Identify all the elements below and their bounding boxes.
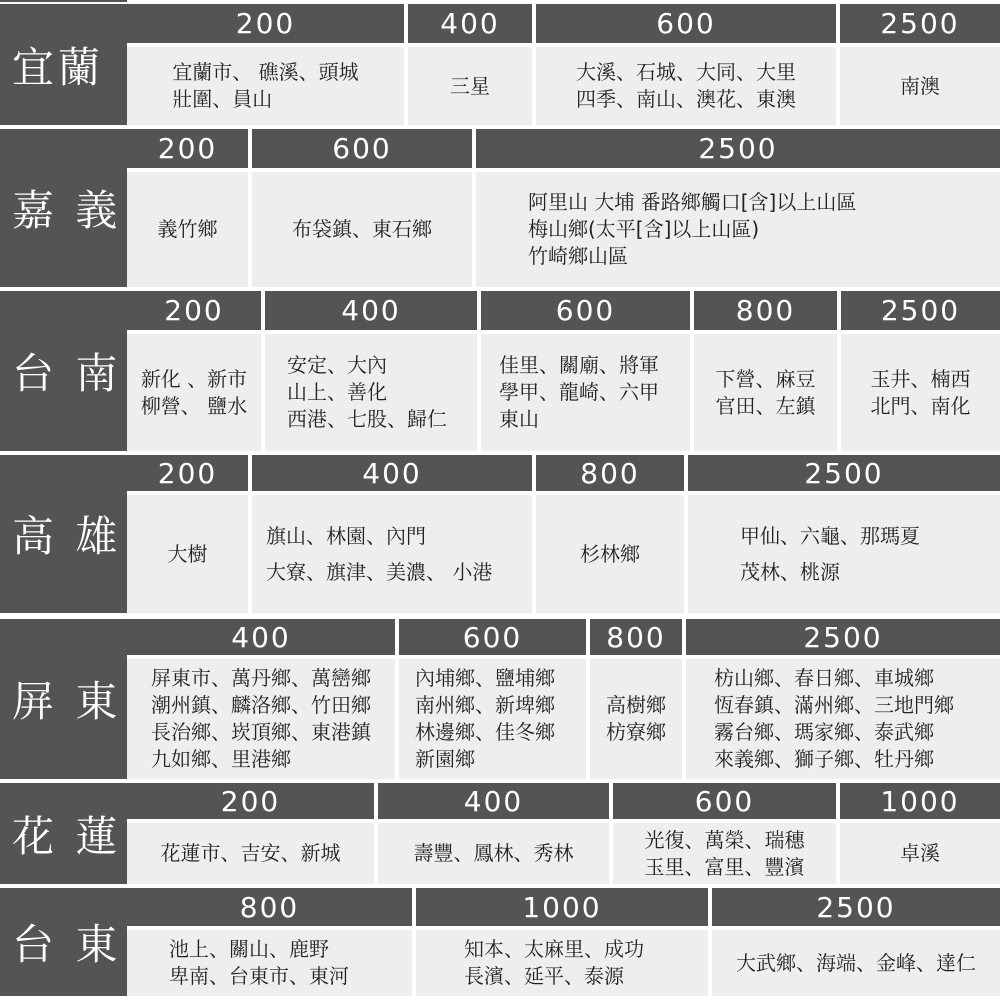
district-list: 知本、太麻里、成功 長濱、延平、泰源 <box>464 937 644 988</box>
district-cell <box>688 495 1000 613</box>
region-row <box>0 4 1000 125</box>
fee-header: 400 <box>265 291 477 330</box>
district-list: 屏東市、萬丹鄉、萬巒鄉 潮州鎮、麟洛鄉、竹田鄉 長治鄉、崁頂鄉、東港鎮 九如鄉、里港鄉 <box>151 666 371 771</box>
region-row <box>0 291 1000 451</box>
fee-header: 800 <box>127 888 412 926</box>
district-cell <box>840 47 1000 125</box>
fee-header: 200 <box>127 783 374 819</box>
district-cell <box>127 172 248 287</box>
fee-header: 2500 <box>841 291 1000 330</box>
region-label: 高 雄 <box>0 455 127 613</box>
fee-header: 2500 <box>840 4 1000 43</box>
fee-header: 800 <box>536 455 684 491</box>
fee-header: 2500 <box>712 888 1000 926</box>
fee-header: 800 <box>694 291 837 330</box>
fee-header: 400 <box>127 619 395 655</box>
district-cell <box>481 334 690 451</box>
district-cell <box>127 823 374 884</box>
region-label: 屏 東 <box>0 619 127 779</box>
fee-header: 200 <box>127 455 248 491</box>
district-list: 下營、麻豆 官田、左鎮 <box>715 366 816 418</box>
district-list: 佳里、關廟、將軍 學甲、龍崎、六甲 東山 <box>499 353 659 431</box>
district-cell <box>686 659 1000 779</box>
top-rule <box>0 0 127 2</box>
district-list: 大溪、石城、大同、大里 四季、南山、澳花、東澳 <box>576 60 796 111</box>
district-cell <box>399 659 586 779</box>
fee-header: 2500 <box>686 619 1000 655</box>
district-list: 義竹鄉 <box>157 217 218 241</box>
fee-header: 200 <box>127 291 261 330</box>
district-cell <box>536 495 684 613</box>
district-list: 新化 、新市 柳營、 鹽水 <box>140 366 248 418</box>
district-list: 阿里山 大埔 番路鄉觸口[含]以上山區 梅山鄉(太平[含]以上山區) 竹崎鄉山區 <box>528 190 857 268</box>
district-cell <box>378 823 609 884</box>
region-row <box>0 888 1000 996</box>
fee-header: 200 <box>127 4 404 43</box>
district-list: 甲仙、六龜、那瑪夏 茂林、桃源 <box>740 524 920 584</box>
fee-header: 600 <box>481 291 690 330</box>
region-label: 花 蓮 <box>0 783 127 884</box>
region-label: 宜蘭 <box>0 4 127 125</box>
district-cell <box>416 930 708 996</box>
district-cell <box>127 334 261 451</box>
fee-header: 2500 <box>476 129 1000 168</box>
district-list: 玉井、楠西 北門、南化 <box>870 366 971 418</box>
fee-header: 2500 <box>688 455 1000 491</box>
district-cell <box>712 930 1000 996</box>
region-label: 嘉 義 <box>0 129 127 287</box>
fee-header: 1000 <box>416 888 708 926</box>
district-list: 大武鄉、海端、金峰、達仁 <box>736 950 976 975</box>
district-list: 宜蘭市、 礁溪、頭城 壯圍、員山 <box>172 60 359 111</box>
fee-header: 1000 <box>840 783 1000 819</box>
district-list: 旗山、林園、內門 大寮、旗津、美濃、 小港 <box>266 524 493 584</box>
region-row <box>0 129 1000 287</box>
region-row <box>0 619 1000 779</box>
district-list: 枋山鄉、春日鄉、車城鄉 恆春鎮、滿州鄉、三地門鄉 霧台鄉、瑪家鄉、泰武鄉 來義鄉、獅子鄉、牡丹鄉 <box>714 666 954 771</box>
district-list: 壽豐、鳳林、秀林 <box>413 841 574 865</box>
district-list: 花蓮市、吉安、新城 <box>160 841 341 865</box>
district-list: 卓溪 <box>900 841 940 865</box>
region-label: 台 南 <box>0 291 127 451</box>
fee-header: 600 <box>536 4 836 43</box>
district-cell <box>252 172 472 287</box>
district-cell <box>476 172 1000 287</box>
district-list: 高樹鄉 枋寮鄉 <box>606 693 666 744</box>
district-list: 布袋鎮、東石鄉 <box>292 217 432 241</box>
fee-header: 200 <box>127 129 248 168</box>
fee-header: 600 <box>399 619 586 655</box>
district-cell <box>840 823 1000 884</box>
district-cell <box>613 823 836 884</box>
district-cell <box>590 659 682 779</box>
district-cell <box>841 334 1000 451</box>
district-list: 安定、大內 山上、善化 西港、七股、歸仁 <box>287 353 447 431</box>
fee-header: 400 <box>252 455 532 491</box>
district-cell <box>127 659 395 779</box>
district-list: 光復、萬榮、瑞穗 玉里、富里、豐濱 <box>644 827 805 879</box>
region-row <box>0 455 1000 613</box>
district-cell <box>408 47 532 125</box>
fee-header: 400 <box>378 783 609 819</box>
district-cell <box>694 334 837 451</box>
district-list: 南澳 <box>900 73 940 98</box>
district-cell <box>265 334 477 451</box>
fee-header: 600 <box>252 129 472 168</box>
district-cell <box>127 930 412 996</box>
fee-header: 600 <box>613 783 836 819</box>
district-list: 三星 <box>450 73 490 98</box>
district-cell <box>252 495 532 613</box>
district-cell <box>127 495 248 613</box>
district-list: 大樹 <box>167 541 208 566</box>
fee-header: 400 <box>408 4 532 43</box>
district-list: 杉林鄉 <box>580 541 640 566</box>
district-cell <box>127 47 404 125</box>
district-cell <box>536 47 836 125</box>
region-label: 台 東 <box>0 888 127 996</box>
district-list: 內埔鄉、鹽埔鄉 南州鄉、新埤鄉 林邊鄉、佳冬鄉 新園鄉 <box>415 666 555 771</box>
district-list: 池上、關山、鹿野 卑南、台東市、東河 <box>169 937 349 988</box>
fee-header: 800 <box>590 619 682 655</box>
region-row <box>0 783 1000 884</box>
